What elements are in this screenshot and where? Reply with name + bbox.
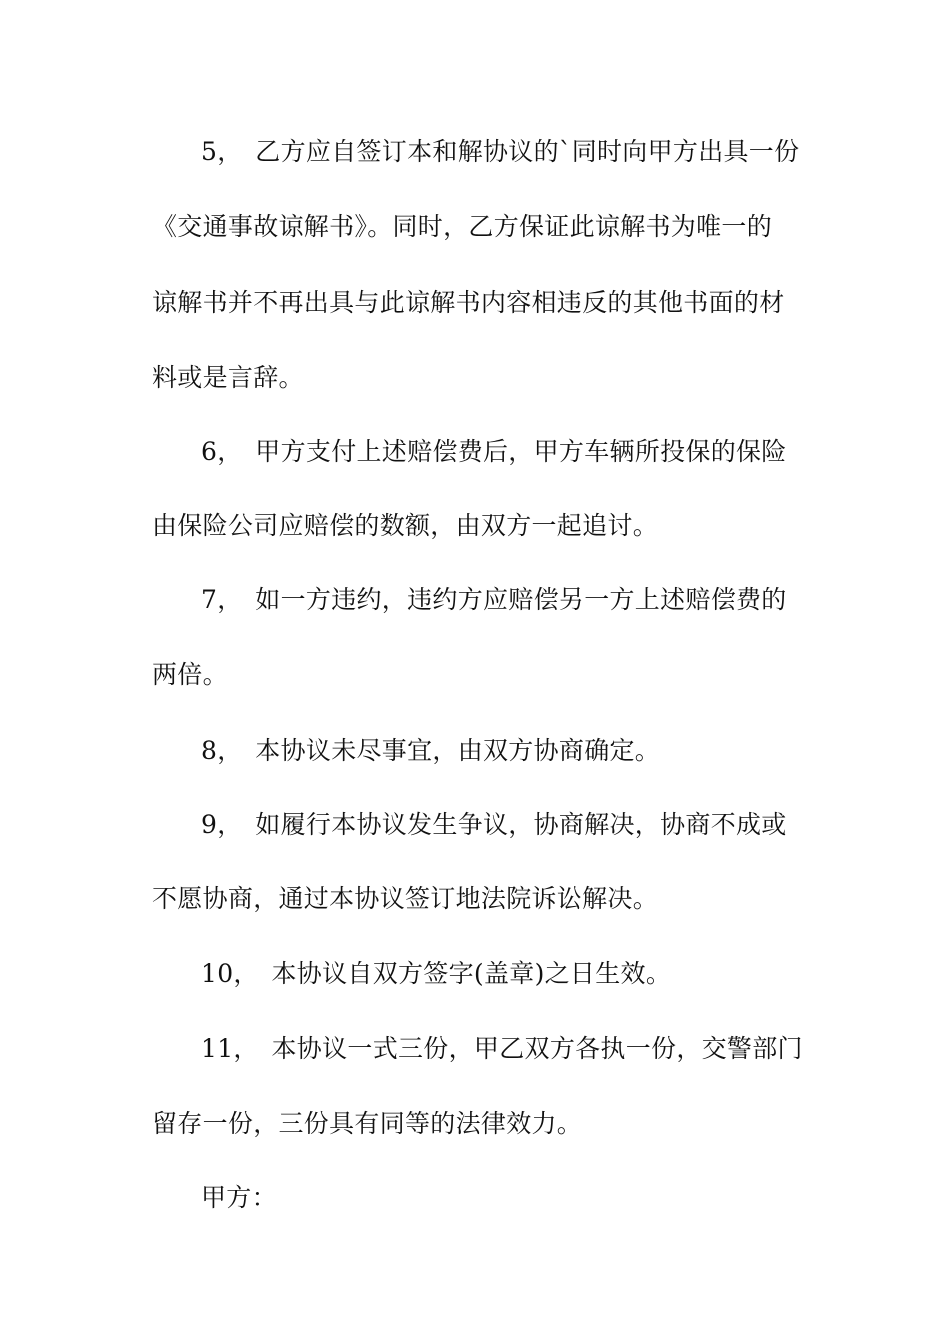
clause-5-line-1: 5， 乙方应自签订本和解协议的`同时向甲方出具一份: [201, 137, 800, 166]
clause-10-line-1: 10， 本协议自双方签字(盖章)之日生效。: [201, 959, 672, 988]
clause-9-line-1: 9， 如履行本协议发生争议，协商解决，协商不成或: [201, 810, 787, 839]
party-a-label: 甲方：: [201, 1183, 277, 1212]
clause-6-line-2: 由保险公司应赔偿的数额，由双方一起追讨。: [152, 511, 659, 540]
clause-5-line-2: 《交通事故谅解书》。同时，乙方保证此谅解书为唯一的: [152, 212, 773, 241]
clause-8-line-1: 8， 本协议未尽事宜，由双方协商确定。: [201, 736, 661, 765]
clause-7-line-2: 两倍。: [152, 660, 228, 689]
clause-11-line-2: 留存一份，三份具有同等的法律效力。: [152, 1109, 583, 1138]
clause-5-line-4: 料或是言辞。: [152, 363, 304, 392]
clause-11-line-1: 11， 本协议一式三份，甲乙双方各执一份，交警部门: [201, 1034, 803, 1063]
clause-7-line-1: 7， 如一方违约，违约方应赔偿另一方上述赔偿费的: [201, 585, 787, 614]
clause-9-line-2: 不愿协商，通过本协议签订地法院诉讼解决。: [152, 884, 659, 913]
clause-5-line-3: 谅解书并不再出具与此谅解书内容相违反的其他书面的材: [152, 288, 785, 317]
clause-6-line-1: 6， 甲方支付上述赔偿费后，甲方车辆所投保的保险: [201, 437, 787, 466]
